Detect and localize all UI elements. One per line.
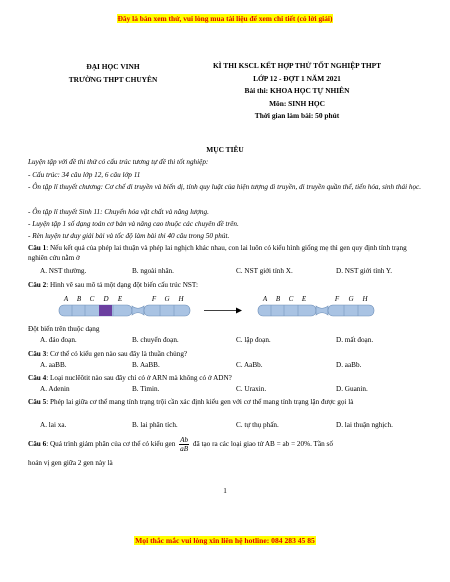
exam-test: Bài thi: KHOA HỌC TỰ NHIÊN bbox=[244, 86, 350, 95]
exam-name: KÌ THI KSCL KẾT HỢP THỬ TỐT NGHIỆP THPT bbox=[212, 61, 382, 70]
question-text: : Hình vẽ sau mô tả một dạng đột biến cấu trúc NST: bbox=[46, 281, 198, 289]
option-d[interactable]: D. mất đoạn. bbox=[336, 336, 374, 344]
gene-label: E bbox=[117, 295, 123, 303]
gene-label: B bbox=[275, 295, 281, 303]
question-text: : Phép lai giữa cơ thể mang tính trạng trội cần xác định kiểu gen với cơ thể mang tính trạng lặn được gọi là bbox=[46, 398, 354, 406]
option-b[interactable]: B. chuyển đoạn. bbox=[132, 336, 179, 344]
gene-label: H bbox=[178, 295, 184, 303]
option-d[interactable]: D. lai thuận nghịch. bbox=[336, 421, 393, 429]
top-banner-text: Đây là bản xem thử, vui lòng mua tài liệu để xem chi tiết (có lời giải) bbox=[117, 14, 333, 23]
gene-label: A bbox=[262, 295, 268, 303]
gene-label: F bbox=[151, 295, 157, 303]
question-text: : Quá trình giảm phân của cơ thể có kiểu gen bbox=[46, 440, 176, 449]
gene-label: D bbox=[103, 295, 109, 303]
gene-label: G bbox=[348, 295, 354, 303]
option-d[interactable]: D. aaBb. bbox=[336, 361, 362, 369]
fraction-numerator: Ab bbox=[180, 436, 189, 444]
option-b[interactable]: B. lai phân tích. bbox=[132, 421, 178, 429]
question-2-options bbox=[40, 336, 424, 346]
option-a[interactable]: A. đảo đoạn. bbox=[40, 336, 77, 344]
chromosome-original bbox=[59, 295, 190, 316]
chromosome-figure bbox=[54, 292, 400, 322]
exam-duration: Thời gian làm bài: 50 phút bbox=[254, 111, 340, 120]
question-label: Câu 4 bbox=[28, 374, 47, 382]
question-text: : Loại nuclêôtit nào sau đây chỉ có ở ARN mà không có ở ADN? bbox=[46, 374, 232, 382]
chromosome-mutated bbox=[258, 295, 374, 316]
section-title: MỤC TIÊU bbox=[206, 145, 244, 154]
bottom-banner-text: Mọi thắc mắc vui lòng xin liên hệ hotline: 084 283 45 85 bbox=[135, 536, 315, 545]
fraction-denominator: aB bbox=[180, 445, 189, 453]
question-label: Câu 6 bbox=[28, 440, 47, 449]
question-label: Câu 5 bbox=[28, 398, 47, 406]
option-a[interactable]: A. Adenin bbox=[40, 385, 70, 393]
option-a[interactable]: A. NST thường. bbox=[40, 267, 87, 275]
option-d[interactable]: D. Guanin. bbox=[336, 385, 368, 393]
question-6 bbox=[28, 436, 424, 453]
question-2 bbox=[28, 280, 424, 290]
gene-label: C bbox=[288, 295, 294, 303]
university-name: ĐẠI HỌC VINH bbox=[86, 62, 140, 71]
gene-label: G bbox=[164, 295, 170, 303]
question-6-line2: hoán vị gen giữa 2 gen này là bbox=[28, 459, 113, 467]
gene-label: C bbox=[89, 295, 95, 303]
header-left bbox=[52, 60, 174, 86]
gene-label: F bbox=[334, 295, 340, 303]
option-b[interactable]: B. AaBB. bbox=[132, 361, 160, 369]
highlighted-segment bbox=[99, 305, 112, 316]
transformation-arrow bbox=[204, 308, 242, 314]
top-banner bbox=[0, 14, 450, 23]
question-text: : Cơ thể có kiểu gen nào sau đây là thuần chủng? bbox=[46, 350, 188, 358]
gene-label: B bbox=[76, 295, 82, 303]
centromere bbox=[316, 306, 328, 315]
chromosome-arm-right bbox=[144, 305, 190, 316]
chromosome-arm-left bbox=[258, 305, 316, 316]
option-c[interactable]: C. NST giới tính X. bbox=[236, 267, 293, 275]
chromosome-arm-left bbox=[59, 305, 132, 316]
question-label: Câu 2 bbox=[28, 281, 47, 289]
question-3 bbox=[28, 349, 424, 359]
option-c[interactable]: C. AaBb. bbox=[236, 361, 263, 369]
question-label: Câu 1 bbox=[28, 244, 47, 252]
school-name: TRƯỜNG THPT CHUYÊN bbox=[68, 75, 158, 84]
objective-item: - Rèn luyện tư duy giải bài và tốc độ làm bài thi 40 câu trong 50 phút. bbox=[28, 232, 230, 240]
gene-label: H bbox=[362, 295, 368, 303]
question-label: Câu 3 bbox=[28, 350, 47, 358]
question-2-stem: Đột biến trên thuộc dạng bbox=[28, 325, 100, 333]
question-text: : Nếu kết quả của phép lai thuận và phép lai nghịch khác nhau, con lai luôn có kiểu hình giống mẹ thì gen quy định tính trạng nghiên cứu nằm ở bbox=[28, 244, 407, 262]
gene-label: E bbox=[301, 295, 307, 303]
option-a[interactable]: A. lai xa. bbox=[40, 421, 67, 429]
chromosome-arm-right bbox=[328, 305, 374, 316]
option-b[interactable]: B. ngoài nhân. bbox=[132, 267, 174, 275]
question-4-options bbox=[40, 385, 424, 395]
exam-subject: Môn: SINH HỌC bbox=[269, 98, 325, 108]
question-5 bbox=[28, 397, 424, 407]
option-c[interactable]: C. Uraxin. bbox=[236, 385, 267, 393]
question-1 bbox=[28, 243, 424, 263]
option-c[interactable]: C. tự thụ phấn. bbox=[236, 421, 279, 429]
intro-text: Luyện tập với đề thi thử có cấu trúc tương tự đề thi tốt nghiệp: bbox=[28, 158, 209, 166]
exam-round: LỚP 12 - ĐỢT 1 NĂM 2021 bbox=[253, 73, 341, 83]
header-right bbox=[190, 60, 404, 123]
bottom-banner bbox=[0, 536, 450, 545]
question-1-options bbox=[40, 267, 424, 277]
option-a[interactable]: A. aaBB. bbox=[40, 361, 67, 369]
question-3-options bbox=[40, 361, 424, 371]
question-5-options bbox=[40, 421, 424, 431]
objective-item: - Ôn tập lí thuyết Sinh 11: Chuyển hóa vật chất và năng lượng. bbox=[28, 208, 209, 216]
objective-item: - Ôn tập lí thuyết chương: Cơ chế di truyền và biến dị, tính quy luật của hiện tượng di truyền, di truyền quần thể, tiến hóa, sinh thái học. bbox=[28, 183, 422, 191]
objective-item: - Luyện tập 1 số dạng toán cơ bản và nâng cao thuộc các chuyên đề trên. bbox=[28, 220, 239, 228]
question-text-cont: đã tạo ra các loại giao tử AB = ab = 20%. Tần số bbox=[192, 440, 333, 449]
option-d[interactable]: D. NST giới tính Y. bbox=[336, 267, 392, 275]
genotype-fraction bbox=[179, 436, 189, 453]
gene-label: A bbox=[63, 295, 69, 303]
centromere bbox=[132, 306, 144, 315]
objective-item: - Cấu trúc: 34 câu lớp 12, 6 câu lớp 11 bbox=[28, 171, 141, 179]
question-4 bbox=[28, 373, 424, 383]
option-b[interactable]: B. Timin. bbox=[132, 385, 160, 393]
page-number: 1 bbox=[223, 487, 227, 495]
option-c[interactable]: C. lặp đoạn. bbox=[236, 336, 271, 344]
